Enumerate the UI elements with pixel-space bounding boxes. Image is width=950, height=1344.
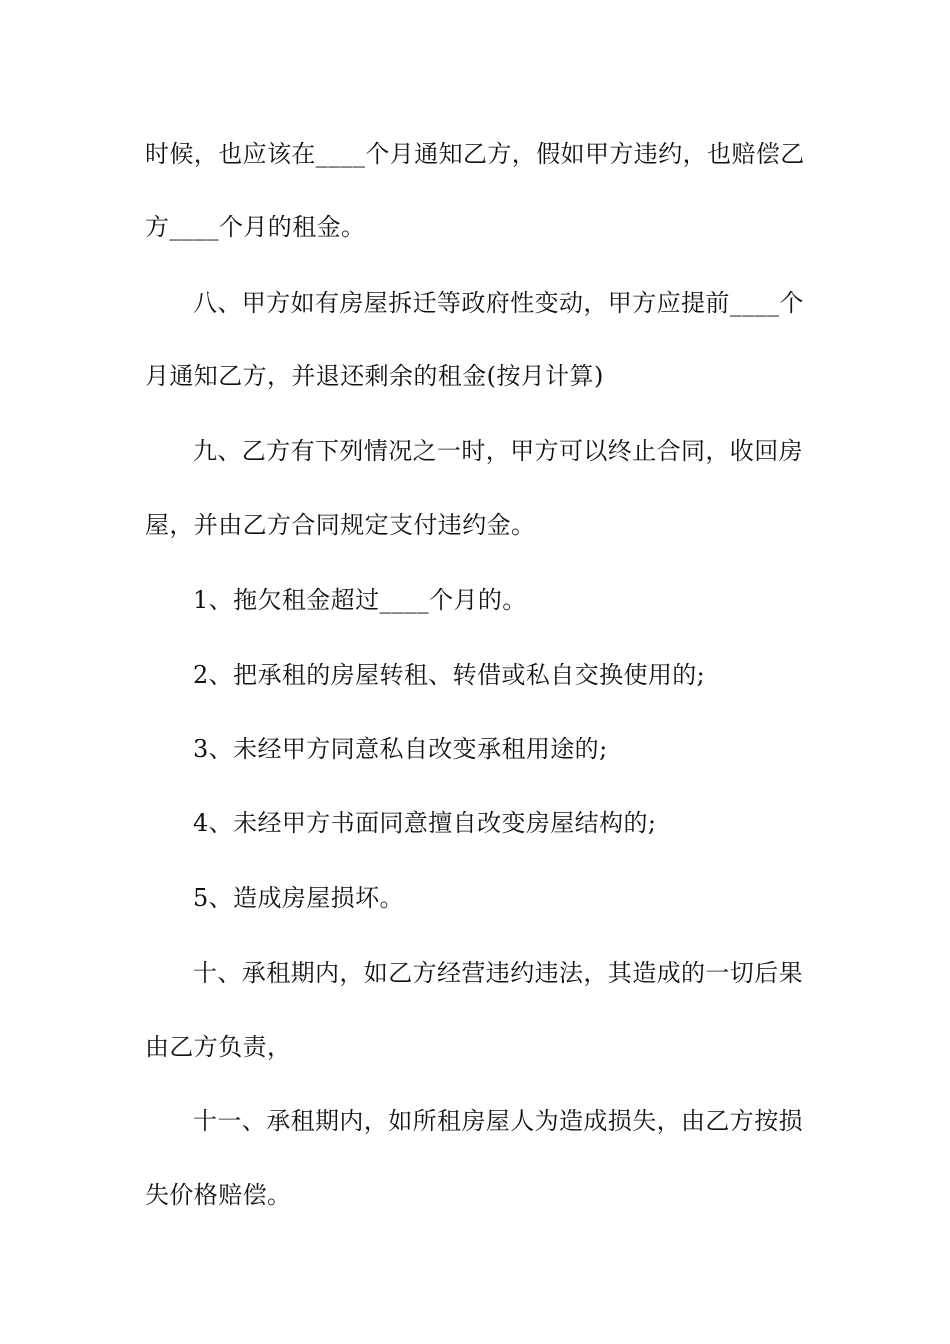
text-line: 失价格赔偿。 xyxy=(145,1181,292,1209)
text-line: 3、未经甲方同意私自改变承租用途的; xyxy=(193,735,608,763)
text-line: 九、乙方有下列情况之一时，甲方可以终止合同，收回房 xyxy=(193,437,803,465)
text-line: 5、造成房屋损坏。 xyxy=(193,884,404,912)
text-line: 十、承租期内，如乙方经营违约违法，其造成的一切后果 xyxy=(193,959,803,987)
text-line: 方____个月的租金。 xyxy=(145,213,366,241)
text-line: 八、甲方如有房屋拆迁等政府性变动，甲方应提前____个 xyxy=(193,289,804,317)
text-line: 4、未经甲方书面同意擅自改变房屋结构的; xyxy=(193,809,657,837)
text-line: 由乙方负责， xyxy=(145,1033,292,1061)
text-line: 十一、承租期内，如所租房屋人为造成损失，由乙方按损 xyxy=(193,1107,803,1135)
text-line: 时候，也应该在____个月通知乙方，假如甲方违约，也赔偿乙 xyxy=(145,140,805,168)
text-line: 2、把承租的房屋转租、转借或私自交换使用的; xyxy=(193,661,706,689)
text-line: 1、拖欠租金超过____个月的。 xyxy=(193,586,527,614)
text-line: 月通知乙方，并退还剩余的租金(按月计算) xyxy=(145,362,604,390)
text-line: 屋，并由乙方合同规定支付违约金。 xyxy=(145,511,536,539)
